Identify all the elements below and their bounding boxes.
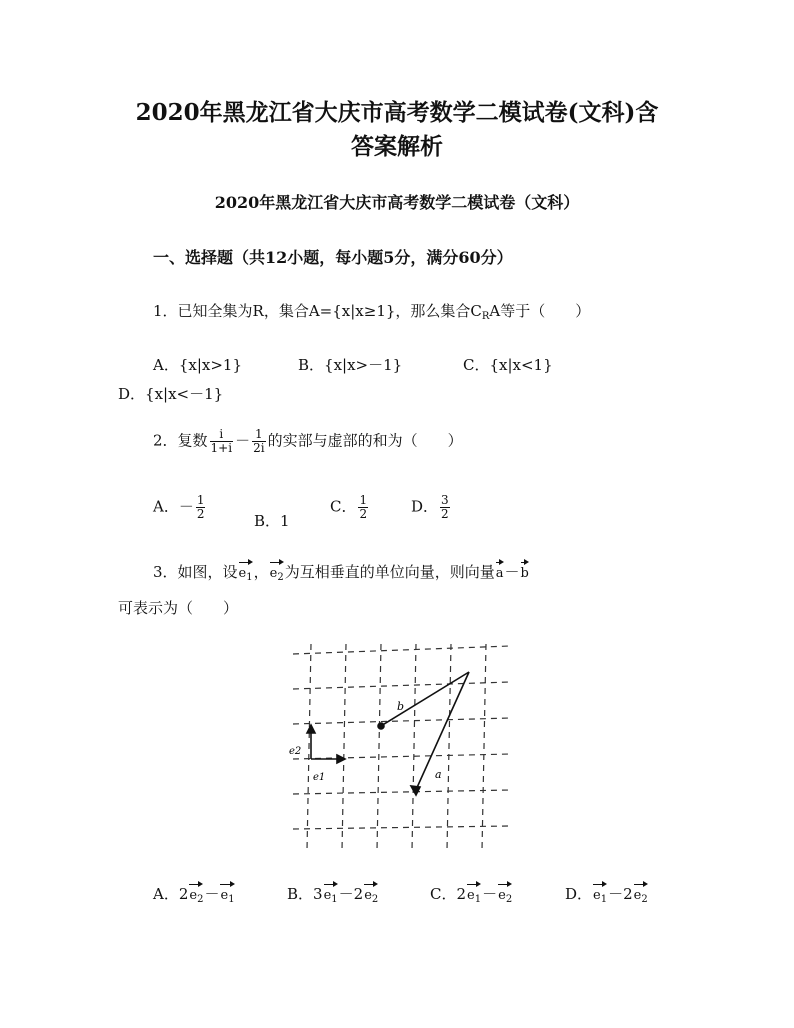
q3-b-label: B．3: [287, 885, 323, 903]
q2-a-den: 2: [196, 507, 205, 521]
q3-c-label: C．2: [430, 885, 467, 903]
q1-stem-text-a: 1．已知全集为R，集合A={x|x≥1}，那么集合C: [153, 302, 482, 320]
q3-c-vec-e2: [498, 882, 512, 905]
section-heading: 一、选择题（共12小题，每小题5分，满分60分）: [153, 248, 513, 267]
q2-c-den: 2: [359, 507, 368, 521]
q2-d-label: D．: [411, 497, 439, 516]
paper-title-line-1: 2020年黑龙江省大庆市高考数学二模试卷(文科)含: [135, 99, 659, 126]
q1-option-a: A．{x|x>1}: [153, 356, 243, 374]
question-2-stem: [153, 428, 463, 455]
q3-c-e2-letter: e: [498, 888, 506, 903]
q2-fraction-2: [252, 428, 265, 455]
q3-b-e2-sub: 2: [371, 894, 379, 905]
q3-a-e2-letter: e: [189, 888, 198, 903]
fig-label-e2: e2: [289, 746, 302, 757]
vector-b-line: [381, 672, 469, 726]
q3-a-vec-e1: [220, 882, 234, 905]
q3-stem-line-2: 可表示为（ ）: [118, 599, 239, 617]
question-3-stem: [153, 560, 530, 583]
q3-d-e2-sub: 2: [641, 894, 648, 905]
q3-option-d: [565, 882, 649, 905]
q2-d-den: 2: [441, 507, 449, 521]
q3-e1-sub: 1: [246, 572, 253, 583]
q3-vector-e2: [270, 560, 284, 583]
q2-option-a: [153, 494, 207, 521]
q3-d-e1-sub: 1: [600, 894, 608, 905]
q3-d-vec-e2: [634, 882, 648, 905]
q2-option-d: [411, 494, 452, 521]
q3-c-e1-letter: e: [467, 888, 475, 903]
q3-a-e2-sub: 2: [197, 894, 204, 905]
q2-stem-text-b: 的实部与虚部的和为（ ）: [267, 431, 463, 450]
vector-a-arrowhead: [411, 786, 420, 795]
q2-c-label: C．: [330, 497, 357, 516]
q3-c-op: －: [482, 885, 498, 903]
q3-vector-a: a: [496, 560, 504, 581]
paper-title-line-2: 答案解析: [351, 133, 443, 160]
q3-vector-e1: [239, 560, 253, 583]
figure-vectors: [307, 672, 469, 795]
q2-d-fraction: [440, 494, 450, 521]
q3-a-e1-letter: e: [220, 888, 229, 903]
q1-option-b: B．{x|x>－1}: [298, 356, 403, 374]
question-1-stem: [153, 300, 590, 322]
vector-grid-figure: [285, 640, 515, 855]
grid-lines: [293, 644, 510, 850]
q3-d-e1-letter: e: [593, 888, 601, 903]
q2-a-num: 1: [196, 493, 205, 507]
q3-a-e1-sub: 1: [228, 894, 235, 905]
q3-b-op: －2: [338, 885, 364, 903]
q2-option-b: B．1: [254, 512, 290, 530]
q3-stem-text-b: 为互相垂直的单位向量，则向量: [284, 563, 495, 581]
q2-minus: －: [235, 431, 251, 450]
fig-label-e1: e1: [313, 772, 326, 783]
q1-stem-subscript: R: [481, 311, 490, 322]
q3-b-vec-e1: [324, 882, 338, 905]
q2-f2-denominator: 2i: [253, 441, 265, 455]
q2-option-c: [330, 494, 370, 521]
q3-c-vec-e1: [467, 882, 481, 905]
q3-d-op: －2: [608, 885, 633, 903]
q3-b-vec-e2: [364, 882, 378, 905]
q2-c-num: 1: [359, 493, 368, 507]
q2-d-num: 3: [441, 493, 449, 507]
q3-b-e1-letter: e: [323, 888, 332, 903]
vector-a-line: [415, 672, 469, 792]
fig-label-a: a: [435, 768, 442, 781]
q3-b-e1-sub: 1: [331, 894, 338, 905]
q3-a-vec-e2: [189, 882, 203, 905]
vector-b-start-point: [378, 723, 384, 729]
q3-d-e2-letter: e: [633, 888, 642, 903]
q2-stem-text-a: 2．复数: [153, 431, 208, 450]
q3-e2-sub: 2: [277, 572, 284, 583]
q3-a-label: A．2: [153, 885, 189, 903]
q3-option-a: [153, 882, 236, 905]
fig-label-b: b: [397, 700, 405, 713]
q2-a-fraction: [196, 494, 206, 521]
q3-d-label: D．: [565, 885, 593, 903]
q2-a-label: A．－: [153, 497, 194, 516]
q3-d-vec-e1: [593, 882, 607, 905]
q3-option-c: [430, 882, 513, 905]
q3-c-e1-sub: 1: [474, 894, 482, 905]
q2-f2-numerator: 1: [252, 428, 265, 442]
q3-b-e2-letter: e: [364, 888, 372, 903]
q3-vector-b: b: [521, 560, 529, 581]
q3-minus: －: [504, 563, 520, 581]
q3-stem-text-a: 3．如图，设: [153, 563, 238, 581]
q3-e1-letter: e: [238, 566, 247, 581]
q1-option-c: C．{x|x<1}: [463, 356, 553, 374]
q3-comma: ，: [253, 563, 269, 581]
q2-f1-denominator: 1+i: [210, 441, 233, 455]
q1-stem-text-b: A等于（ ）: [489, 302, 591, 320]
vector-e2-arrowhead: [307, 725, 315, 733]
q2-c-fraction: [358, 494, 368, 521]
q3-a-op: －: [204, 885, 220, 903]
q3-option-b: [287, 882, 379, 905]
q2-f1-numerator: i: [210, 428, 234, 442]
q3-e2-letter: e: [269, 566, 278, 581]
q3-c-e2-sub: 2: [505, 894, 513, 905]
q1-option-d: D．{x|x<－1}: [118, 385, 224, 403]
q2-fraction-1: [210, 428, 234, 455]
paper-subtitle: 2020年黑龙江省大庆市高考数学二模试卷（文科）: [214, 193, 580, 212]
